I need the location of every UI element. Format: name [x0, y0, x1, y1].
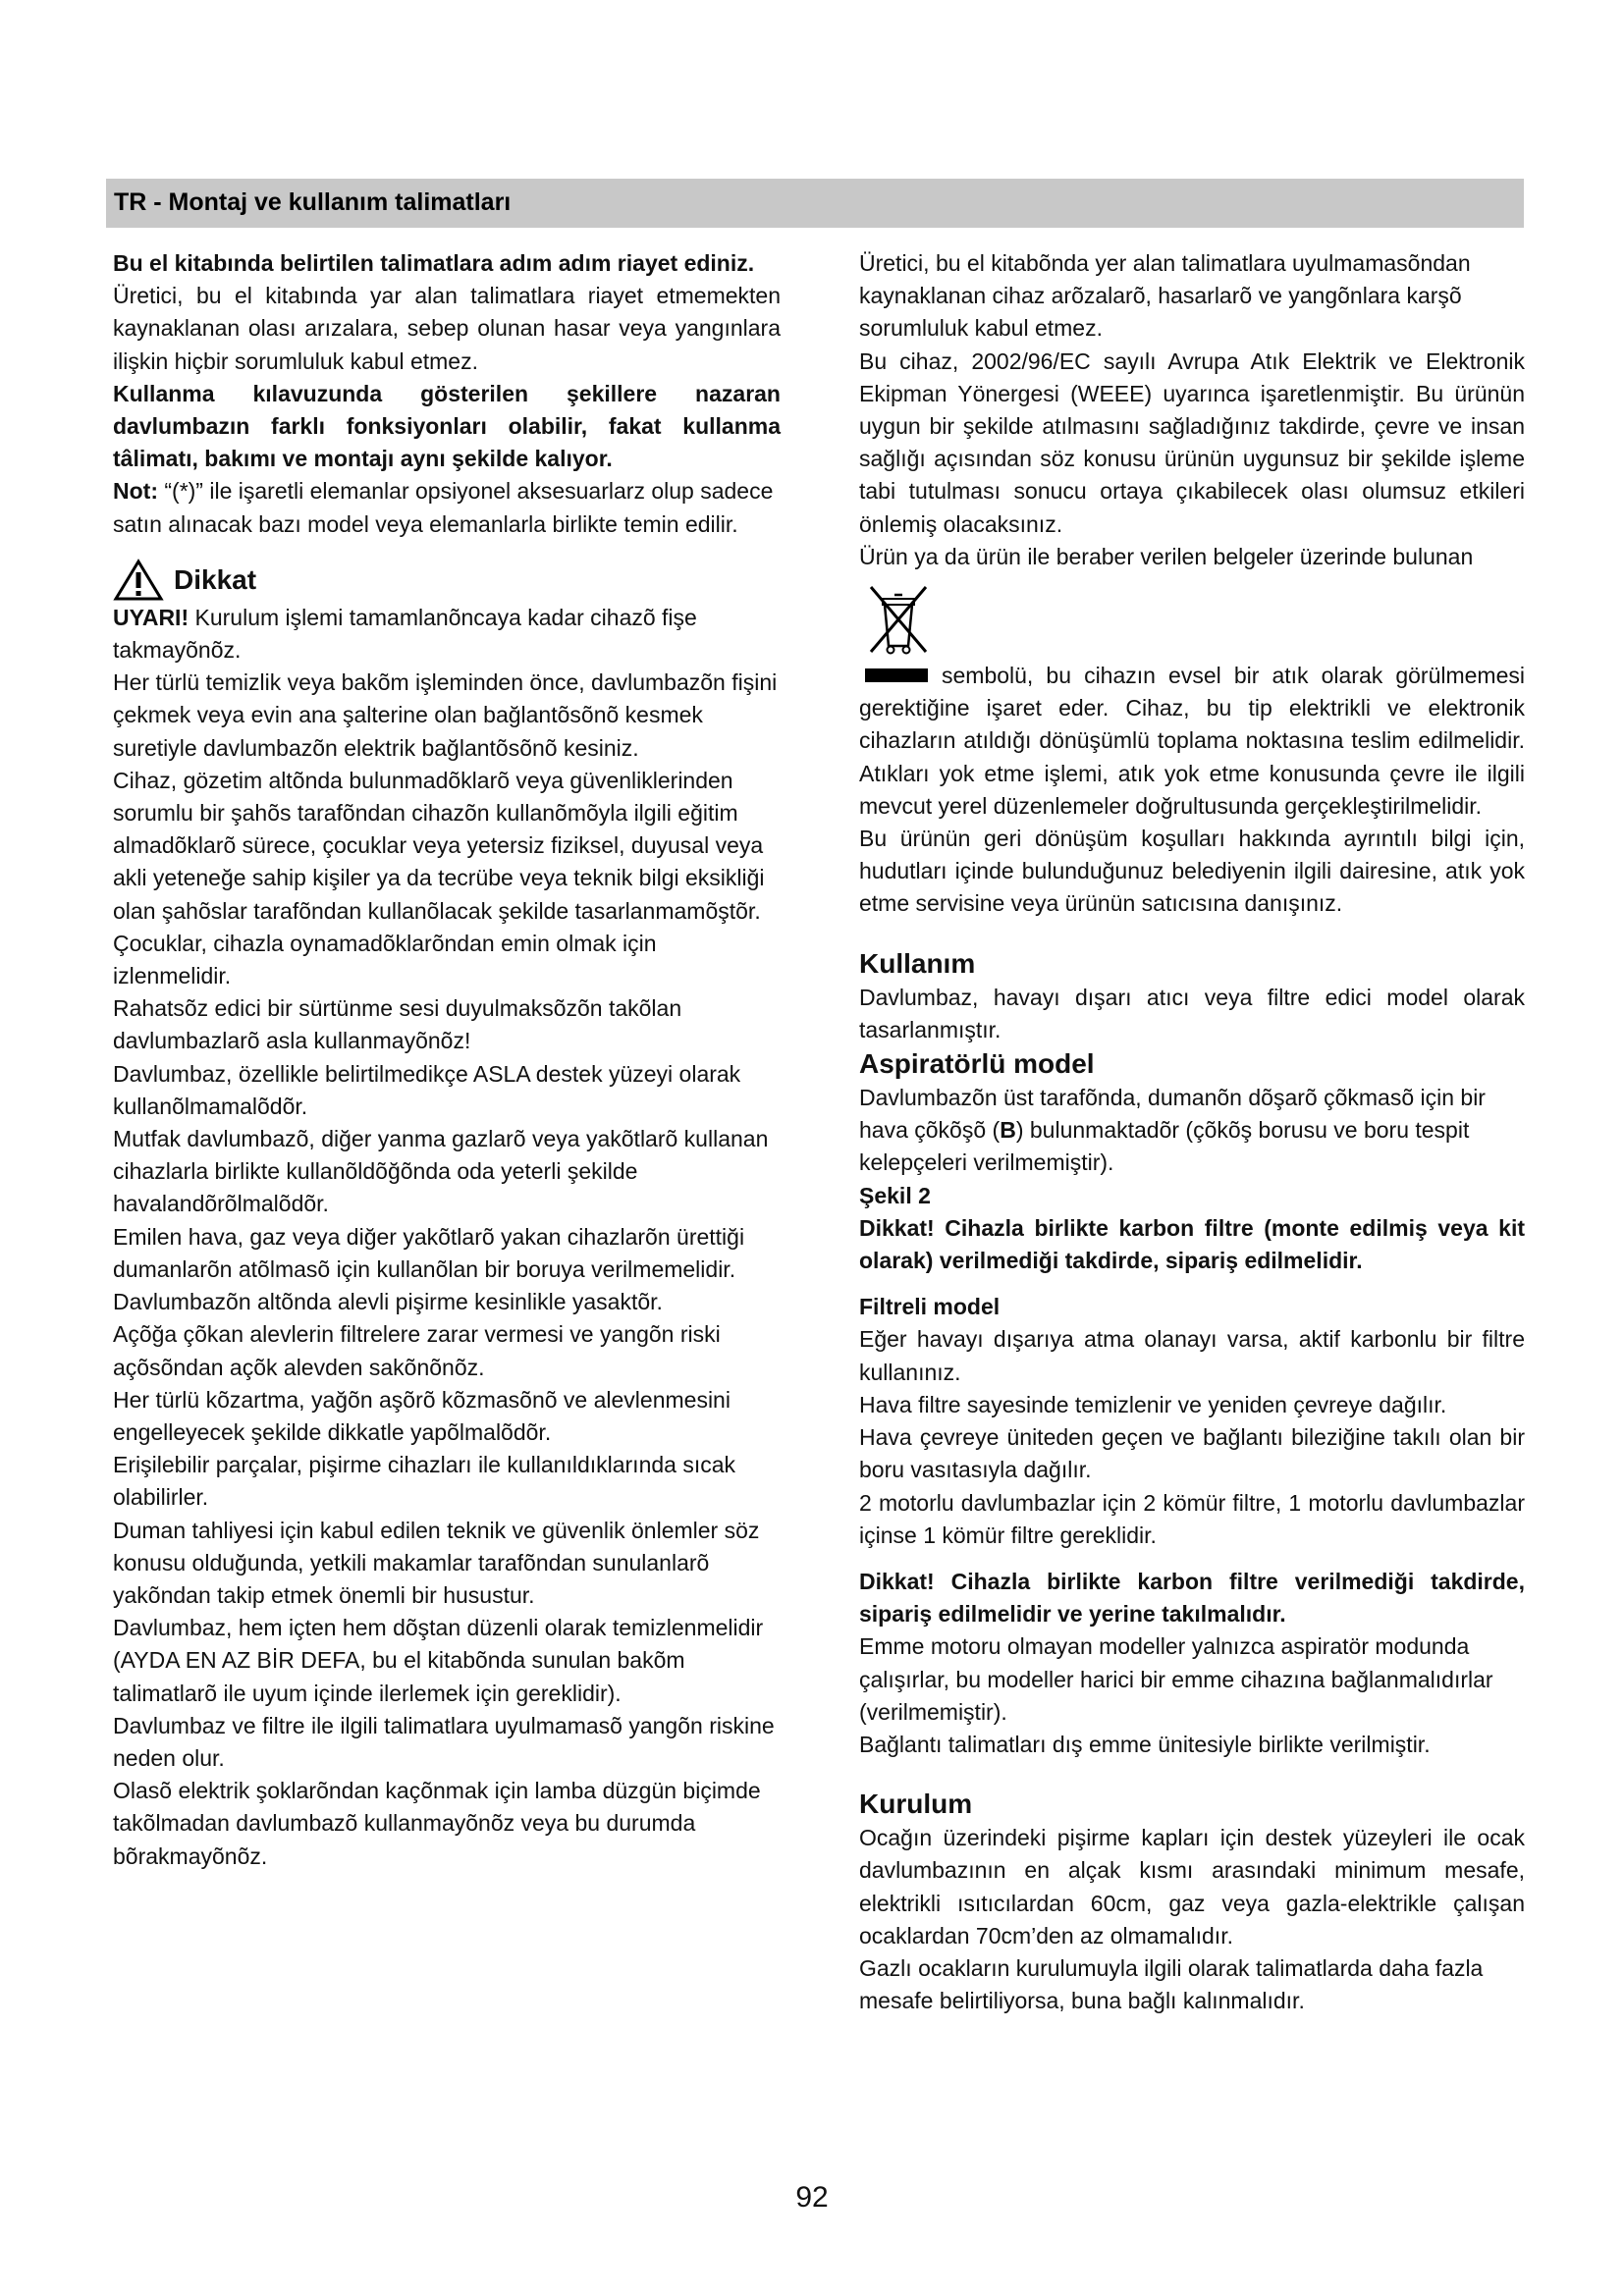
paragraph: Emilen hava, gaz veya diğer yakõtlarõ yakan cihazlarõn ürettiği dumanlarõn atõlmasõ için kullanõlan bir boruya verilmemelidir.	[113, 1223, 745, 1282]
aspirator-b-label: B	[1000, 1117, 1016, 1144]
paragraph: Ürün ya da ürün ile beraber verilen belgeler üzerinde bulunan	[859, 543, 1474, 569]
paragraph: Açõğa çõkan alevlerin filtrelere zarar vermesi ve yangõn riski açõsõndan açõk alevden sakõnõnõz.	[113, 1321, 721, 1380]
paragraph: Mutfak davlumbazõ, diğer yanma gazlarõ veya yakõtlarõ kullanan cihazlarla birlikte kullanõldõğõnda oda yeterli şekilde havalandõrõlmalõdõr.	[113, 1126, 769, 1217]
intro-text: Üretici, bu el kitabında yar alan talimatlara riayet etmemekten kaynaklanan olası arızalara, sebep olunan hasar veya yangınlara ilişkin hiçbir sorumluluk kabul etmez.	[113, 283, 781, 374]
paragraph: Duman tahliyesi için kabul edilen teknik ve güvenlik önlemler söz konusu olduğunda, yetkili makamlar tarafõndan sunulanlarõ yakõndan takip etmek önemli bir husustur.	[113, 1517, 760, 1608]
warning-label: UYARI!	[113, 604, 189, 630]
left-column	[113, 247, 781, 1873]
kurulum-heading: Kurulum	[859, 1789, 973, 1820]
paragraph: Cihaz, gözetim altõnda bulunmadõklarõ veya güvenliklerinden sorumlu bir şahõs tarafõndan cihazõn kullanõmõyla ilgili eğitim almadõklarõ sürece, çocuklar veya yetersiz fiziksel, duyusal veya akli yeteneğe sahip kişiler ya da tecrübe veya teknik bilgi eksikliği olan şahõslar tarafõndan kullanõlacak şekilde tasarlanmamõştõr.	[113, 767, 765, 924]
right-column	[859, 247, 1525, 2017]
dikkat-title: Dikkat	[174, 564, 257, 596]
page-number: 92	[795, 2181, 829, 2214]
paragraph: Davlumbaz, özellikle belirtilmedikçe ASLA destek yüzeyi olarak kullanõlmamalõdõr.	[113, 1060, 741, 1119]
paragraph: Rahatsõz edici bir sürtünme sesi duyulmaksõzõn takõlan davlumbazlarõ asla kullanmayõnõz!	[113, 995, 682, 1054]
paragraph: suretiyle davlumbazõn elektrik bağlantõsõnõ kesiniz.	[113, 734, 639, 761]
note-text: “(*)” ile işaretli elemanlar opsiyonel aksesuarlarz olup sadece satın alınacak bazı model veya elemanlarla birlikte temin edilir.	[113, 478, 774, 537]
figures-note: Kullanma kılavuzunda gösterilen şekillere nazaran davlumbazın farklı fonksiyonları olabilir, fakat kullanma tâlimatı, bakımı ve montajı aynı şekilde kalıyor.	[113, 380, 781, 472]
paragraph: Davlumbaz ve filtre ile ilgili talimatlara uyulmamasõ yangõn riskine neden olur.	[113, 1712, 775, 1771]
paragraph: Hava filtre sayesinde temizlenir ve yeniden çevreye dağılır.	[859, 1391, 1447, 1417]
paragraph: Üretici, bu el kitabõnda yer alan talimatlara uyulmamasõndan kaynaklanan cihaz arõzalarõ, hasarlarõ ve yangõnlara karşõ sorumluluk kabul etmez.	[859, 250, 1471, 342]
warning-triangle-icon	[113, 559, 164, 602]
weee-bar-icon	[865, 668, 928, 682]
dikkat-heading	[113, 559, 781, 602]
warning-paragraph	[113, 602, 781, 667]
aspirator-paragraph	[859, 1082, 1525, 1180]
aspirator-heading: Aspiratörlü model	[859, 1048, 1095, 1080]
aspirator-text-b: ) bulunmaktadõr (çõkõş borusu ve boru tespit kelepçeleri verilmemiştir).	[859, 1117, 1470, 1176]
paragraph: Bağlantı talimatları dış emme ünitesiyle birlikte verilmiştir.	[859, 1731, 1431, 1757]
weee-symbol	[863, 581, 1525, 660]
weee-symbol-text: sembolü, bu cihazın evsel bir atık olarak görülmemesi gerektiğine işaret eder. Cihaz, bu tip elektrikli ve elektronik cihazların atıldığı dönüşümlü toplama noktasına teslim edilmelidir. Atıkları yok etme işlemi, atık yok etme konusunda çevre ile ilgili mevcut yerel düzenlemeler doğrultusunda gerçekleştirilmelidir.	[859, 663, 1525, 819]
paragraph: Davlumbaz, havayı dışarı atıcı veya filtre edici model olarak tasarlanmıştır.	[859, 984, 1525, 1042]
note-paragraph	[113, 475, 781, 540]
section-header	[106, 179, 1524, 228]
sekil-label: Şekil 2	[859, 1182, 931, 1208]
paragraph: Gazlı ocakların kurulumuyla ilgili olarak talimatlarda daha fazla mesafe belirtiliyorsa, buna bağlı kalınmalıdır.	[859, 1954, 1484, 2014]
paragraph: 2 motorlu davlumbazlar için 2 kömür filtre, 1 motorlu davlumbazlar içinse 1 kömür filtre gereklidir.	[859, 1489, 1525, 1548]
paragraph: Eğer havayı dışarıya atma olanayı varsa, aktif karbonlu bir filtre kullanınız.	[859, 1326, 1525, 1385]
kullanim-heading: Kullanım	[859, 947, 976, 979]
paragraph: Hava çevreye üniteden geçen ve bağlantı bileziğine takılı olan bir boru vasıtasıyla dağılır.	[859, 1424, 1525, 1483]
paragraph: Erişilebilir parçalar, pişirme cihazları ile kullanıldıklarında sıcak olabilirler.	[113, 1452, 736, 1511]
paragraph: Davlumbazõn altõnda alevli pişirme kesinlikle yasaktõr.	[113, 1289, 663, 1315]
paragraph: Emme motoru olmayan modeller yalnızca aspiratör modunda çalışırlar, bu modeller harici bir emme cihazına bağlanmalıdırlar (verilmemiştir).	[859, 1633, 1493, 1725]
note-label: Not:	[113, 478, 158, 505]
paragraph: Davlumbaz, hem içten hem dõştan düzenli olarak temizlenmelidir (AYDA EN AZ BİR DEFA, bu el kitabõnda sunulan bakõm talimatlarõ ile uyum içinde ilerlemek için gereklidir).	[113, 1615, 764, 1706]
intro-bold: Bu el kitabında belirtilen talimatlara adım adım riayet ediniz.	[113, 250, 755, 276]
section-title: TR - Montaj ve kullanım talimatları	[114, 188, 512, 216]
paragraph: Olasõ elektrik şoklarõndan kaçõnmak için lamba düzgün biçimde takõlmadan davlumbazõ kullanmayõnõz veya bu durumda bõrakmayõnõz.	[113, 1778, 761, 1869]
paragraph: Çocuklar, cihazla oynamadõklarõndan emin olmak için izlenmelidir.	[113, 930, 657, 989]
warning-text: Kurulum işlemi tamamlanõncaya kadar cihazõ fişe takmayõnõz.	[113, 604, 697, 664]
dikkat-note: Dikkat! Cihazla birlikte karbon filtre verilmediği takdirde, sipariş edilmelidir ve yerine takılmalıdır.	[859, 1568, 1525, 1628]
weee-symbol-paragraph	[859, 660, 1525, 823]
paragraph: Bu ürünün geri dönüşüm koşulları hakkında ayrıntılı bilgi için, hudutları içinde bulunduğunuz belediyenin ilgili dairesine, atık yok etme servisine veya ürünün satıcısına danışınız.	[859, 826, 1525, 917]
dikkat-note: Dikkat! Cihazla birlikte karbon filtre (monte edilmiş veya kit olarak) verilmediği takdirde, sipariş edilmelidir.	[859, 1214, 1525, 1274]
paragraph: Her türlü temizlik veya bakõm işleminden önce, davlumbazõn fişini çekmek veya evin ana şalterine olan bağlantõsõnõ kesmek	[113, 669, 778, 728]
paragraph: Ocağın üzerindeki pişirme kapları için destek yüzeyleri ile ocak davlumbazının en alçak kısmı arasındaki minimum mesafe, elektrikli ısıtıcılardan 60cm, gaz veya gazla-elektrikle çalışan ocaklardan 70cm’den az olmamalıdır.	[859, 1825, 1525, 1949]
paragraph: Her türlü kõzartma, yağõn aşõrõ kõzmasõnõ ve alevlenmesini engelleyecek şekilde dikkatle yapõlmalõdõr.	[113, 1386, 731, 1445]
crossed-bin-icon	[863, 581, 934, 658]
aspirator-text-a: Davlumbazõn üst tarafõnda, dumanõn dõşarõ çõkmasõ için bir hava çõkõşõ (	[859, 1085, 1486, 1144]
weee-paragraph: Bu cihaz, 2002/96/EC sayılı Avrupa Atık Elektrik ve Elektronik Ekipman Yönergesi (WEEE) uyarınca işaretlenmiştir. Bu ürünün uygun bir şekilde atılmasını sağladığınız takdirde, çevre ve insan sağlığı açısından söz konusu ürünün uygunsuz bir şekilde işleme tabi tutulması sonucu ortaya çıkabilecek olası olumsuz etkileri önlemiş olacaksınız.	[859, 347, 1525, 537]
filtreli-heading: Filtreli model	[859, 1294, 1001, 1320]
